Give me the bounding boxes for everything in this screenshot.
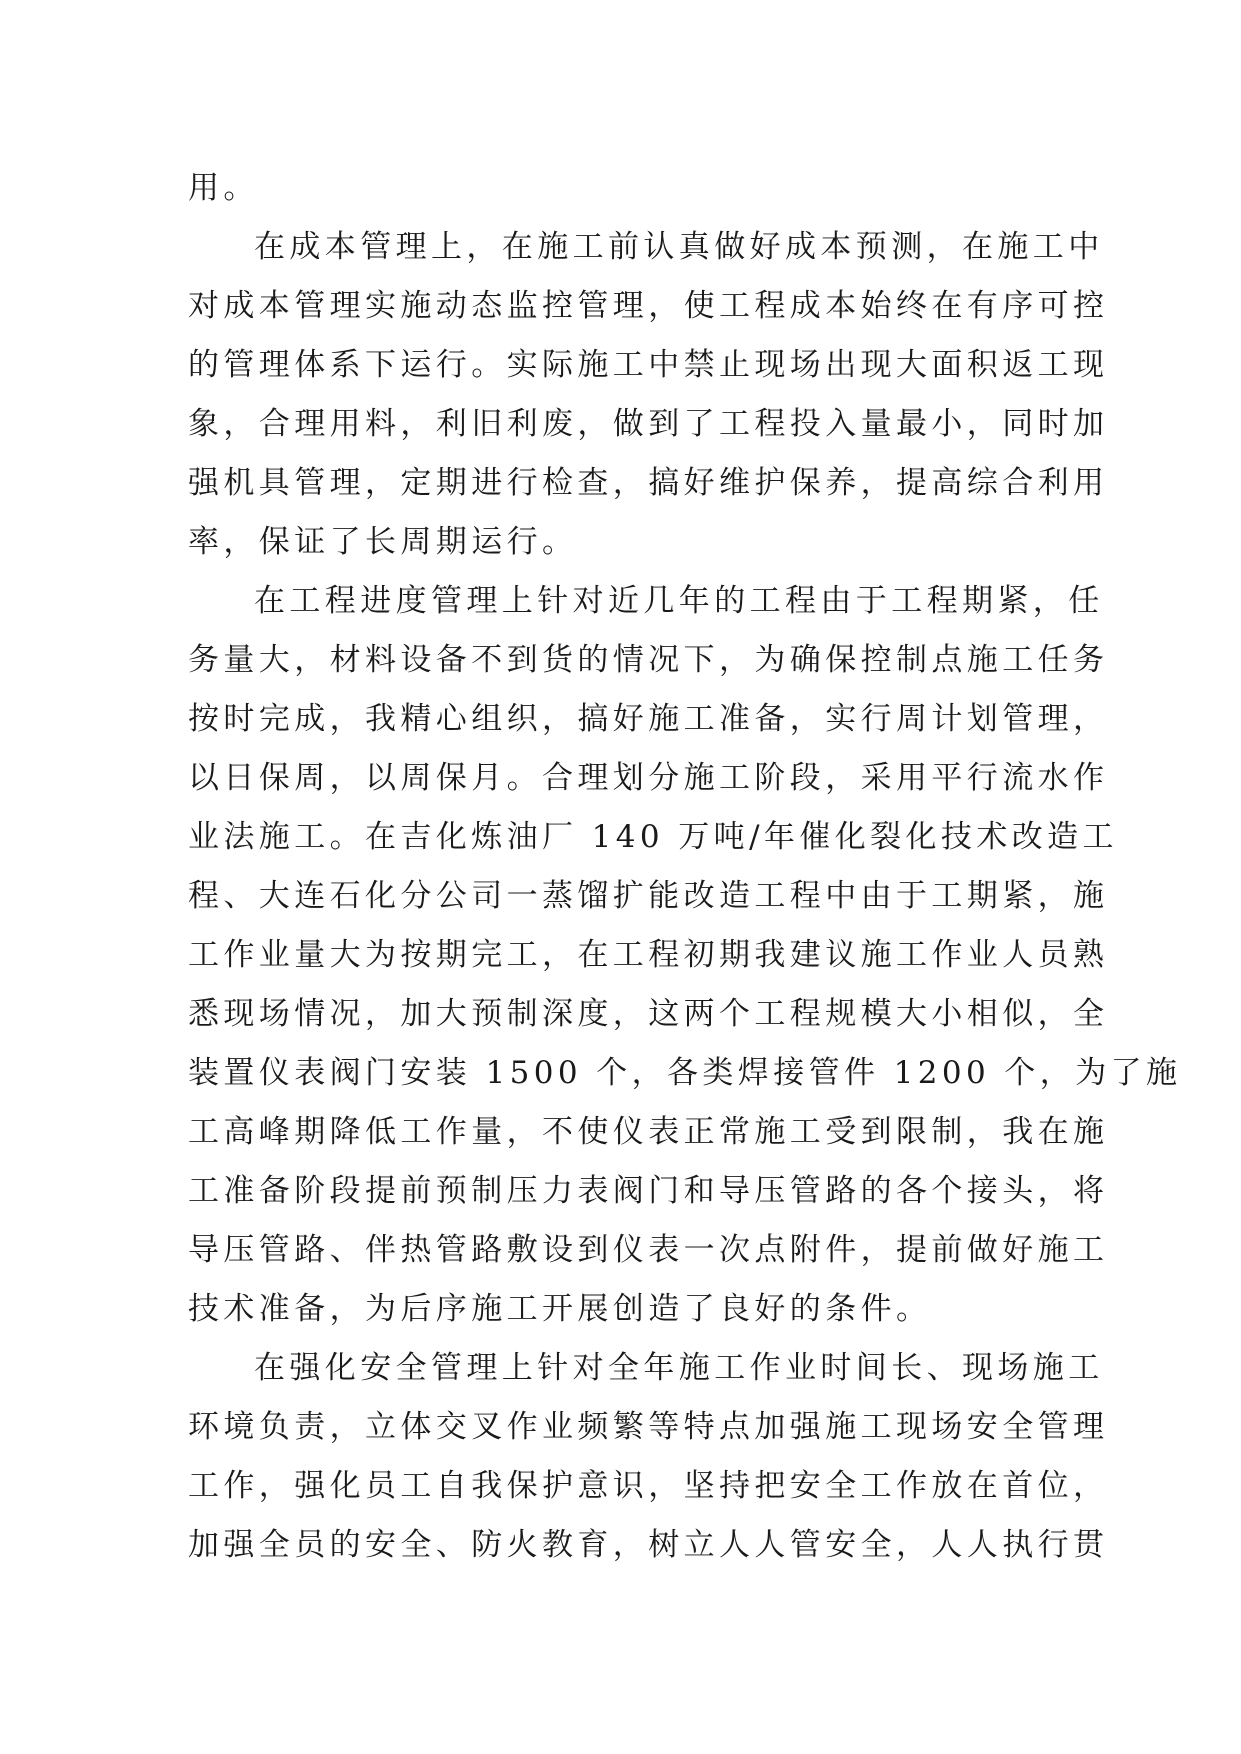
text-line: 工准备阶段提前预制压力表阀门和导压管路的各个接头，将 [188, 1173, 1109, 1209]
paragraph-safety-management [188, 1339, 1109, 1575]
text-line: 业法施工。在吉化炼油厂 140 万吨/年催化裂化技术改造工 [188, 819, 1118, 855]
text-line: 导压管路、伴热管路敷设到仪表一次点附件，提前做好施工 [188, 1232, 1109, 1268]
text-line: 对成本管理实施动态监控管理，使工程成本始终在有序可控 [188, 288, 1109, 324]
text-line: 工高峰期降低工作量，不使仪表正常施工受到限制，我在施 [188, 1114, 1109, 1150]
paragraph-cost-management [188, 218, 1109, 572]
text-line: 的管理体系下运行。实际施工中禁止现场出现大面积返工现 [188, 347, 1109, 383]
text-line: 务量大，材料设备不到货的情况下，为确保控制点施工任务 [188, 642, 1109, 678]
body-text [188, 159, 1182, 1575]
text-line: 按时完成，我精心组织，搞好施工准备，实行周计划管理， [188, 701, 1109, 737]
text-line: 用。 [188, 170, 259, 206]
text-line: 装置仪表阀门安装 1500 个，各类焊接管件 1200 个，为了施 [188, 1055, 1182, 1091]
text-line: 象，合理用料，利旧利废，做到了工程投入量最小，同时加 [188, 406, 1109, 442]
text-line: 以日保周，以周保月。合理划分施工阶段，采用平行流水作 [188, 760, 1109, 796]
text-line: 程、大连石化分公司一蒸馏扩能改造工程中由于工期紧，施 [188, 878, 1109, 914]
text-line: 工作业量大为按期完工，在工程初期我建议施工作业人员熟 [188, 937, 1109, 973]
text-line: 在强化安全管理上针对全年施工作业时间长、现场施工 [254, 1350, 1104, 1386]
text-line: 率，保证了长周期运行。 [188, 524, 578, 560]
text-line: 工作，强化员工自我保护意识，坚持把安全工作放在首位， [188, 1468, 1109, 1504]
text-line: 悉现场情况，加大预制深度，这两个工程规模大小相似，全 [188, 996, 1109, 1032]
text-line: 环境负责，立体交叉作业频繁等特点加强施工现场安全管理 [188, 1409, 1109, 1445]
text-line: 在工程进度管理上针对近几年的工程由于工程期紧，任 [254, 583, 1104, 619]
text-line: 技术准备，为后序施工开展创造了良好的条件。 [188, 1291, 932, 1327]
text-line: 在成本管理上，在施工前认真做好成本预测，在施工中 [254, 229, 1104, 265]
text-line: 强机具管理，定期进行检查，搞好维护保养，提高综合利用 [188, 465, 1109, 501]
paragraph-continuation [188, 159, 1068, 218]
text-line: 加强全员的安全、防火教育，树立人人管安全，人人执行贯 [188, 1527, 1109, 1563]
paragraph-schedule-management [188, 572, 1182, 1339]
